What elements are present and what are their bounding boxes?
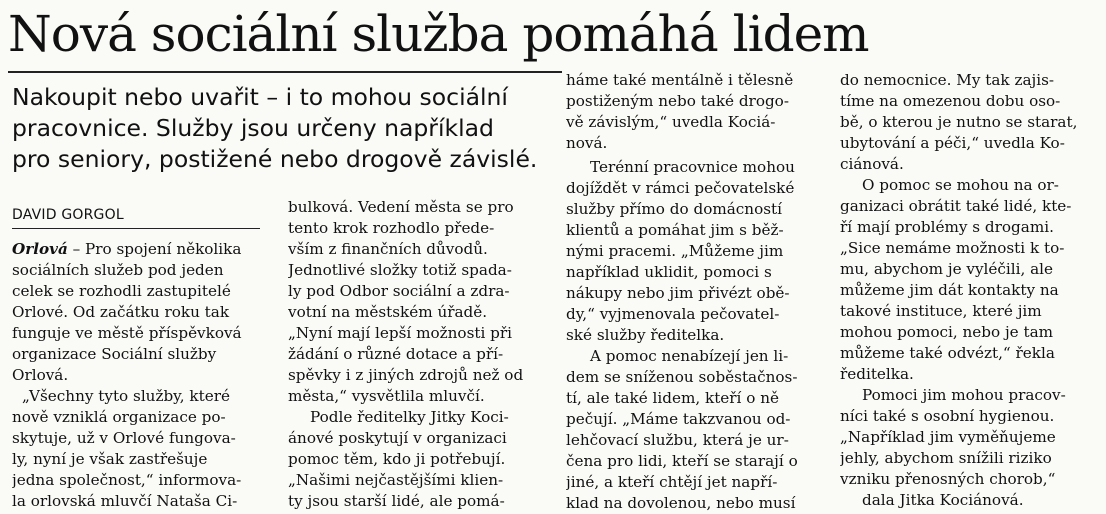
byline-rule <box>12 228 260 229</box>
text-line: „Všechny tyto služby, které <box>22 387 230 405</box>
text-line: ředitelka. <box>840 365 914 383</box>
text-line: vším z finančních důvodů. <box>288 240 488 258</box>
text-line: „Našimi nejčastějšími klien- <box>288 471 504 489</box>
text-line: „Například jim vyměňujeme <box>840 428 1056 446</box>
text-line: jehly, abychom snížili riziko <box>840 449 1052 467</box>
text-line: háme také mentálně i tělesně <box>566 71 794 89</box>
text-line: ly pod Odbor sociální a zdra- <box>288 282 510 300</box>
text-column-2 <box>288 197 550 512</box>
text-line: Orlová – Pro spojení několika <box>12 240 242 258</box>
text-line: služby přímo do domácností <box>566 200 782 218</box>
text-line: klad na dovolenou, nebo musí <box>566 494 796 512</box>
author-byline: DAVID GORGOL <box>12 207 124 223</box>
text-line: žádání o různé dotace a pří- <box>288 345 504 363</box>
text-line: ánové poskytují v organizaci <box>288 429 507 447</box>
text-line: tí, ale také lidem, kteří o ně <box>566 389 779 407</box>
text-line: skytuje, už v Orlové fungova- <box>12 429 236 447</box>
dateline: Orlová <box>12 240 68 258</box>
text-line: například uklidit, pomoci s <box>566 263 772 281</box>
text-line: jedna společnost,“ informova- <box>12 471 242 489</box>
text-line: můžeme také odvézt,“ řekla <box>840 344 1055 362</box>
text-line: pečují. „Máme takzvanou od- <box>566 410 791 428</box>
text-line: spěvky i z jiných zdrojů než od <box>288 366 524 384</box>
text-line: Terénní pracovnice mohou <box>590 158 795 176</box>
text-line: dem se sníženou soběstačnos- <box>566 368 798 386</box>
text-line: mohou pomoci, nebo je tam <box>840 323 1054 341</box>
text-line: celek se rozhodli zastupitelé <box>12 282 231 300</box>
text-line: ské služby ředitelka. <box>566 326 725 344</box>
text-line: ly, nyní je však zastřešuje <box>12 450 208 468</box>
text-line: bulková. Vedení města se pro <box>288 198 514 216</box>
text-line: ty jsou starší lidé, ale pomá- <box>288 492 505 510</box>
text-line: jiné, a kteří chtějí jet napří- <box>566 473 778 491</box>
text-line: ubytování a péči,“ uvedla Ko- <box>840 134 1065 152</box>
text-line: bě, o kterou je nutno se starat, <box>840 113 1078 131</box>
text-line: A pomoc nenabízejí jen li- <box>590 347 789 365</box>
text-line: „Sice nemáme možnosti k to- <box>840 239 1065 257</box>
text-line: Podle ředitelky Jitky Koci- <box>310 408 509 426</box>
headline-rule <box>8 71 562 73</box>
text-line: organizace Sociální služby <box>12 345 217 363</box>
article-headline: Nová sociální služba pomáhá lidem <box>8 5 869 63</box>
text-line: můžeme jim dát kontakty na <box>840 281 1059 299</box>
text-line: lehčovací službu, která je ur- <box>566 431 789 449</box>
text-line: nově vzniklá organizace po- <box>12 408 226 426</box>
text-line: O pomoc se mohou na or- <box>862 176 1059 194</box>
text-line: mu, abychom je vyléčili, ale <box>840 260 1054 278</box>
text-column-1 <box>12 239 262 512</box>
text-line: Jednotlivé složky totiž spada- <box>288 261 512 279</box>
text-line: níci také s osobní hygienou. <box>840 407 1055 425</box>
text-line: tento krok rozhodlo přede- <box>288 219 495 237</box>
text-line: dojíždět v rámci pečovatelské <box>566 179 795 197</box>
text-line: Orlové. Od začátku roku tak <box>12 303 230 321</box>
text-line: nákupy nebo jim přivézt obě- <box>566 284 790 302</box>
text-line: dala Jitka Kociánová. <box>862 491 1024 509</box>
text-line: nová. <box>566 134 608 152</box>
text-line: vě závislým,“ uvedla Kociá- <box>566 113 776 131</box>
text-line: čena pro lidi, kteří se starají o <box>566 452 798 470</box>
text-line: funguje ve městě příspěvková <box>12 324 242 342</box>
text-line: takové instituce, které jim <box>840 302 1042 320</box>
text-line: pomoc těm, kdo ji potřebují. <box>288 450 506 468</box>
text-line: tíme na omezenou dobu oso- <box>840 92 1061 110</box>
text-line: Orlová. <box>12 366 69 384</box>
text-column-3 <box>566 70 822 514</box>
text-line: města,“ vysvětlila mluvčí. <box>288 387 485 405</box>
text-line: vzniku přenosných chorob,“ <box>840 470 1056 488</box>
text-line: nými pracemi. „Můžeme jim <box>566 242 784 260</box>
text-column-4 <box>840 70 1102 511</box>
text-line: ří mají problémy s drogami. <box>840 218 1054 236</box>
lead-line: pro seniory, postižené nebo drogově závislé. <box>12 145 538 173</box>
text-line: sociálních služeb pod jeden <box>12 261 224 279</box>
text-line: votní na městském úřadě. <box>288 303 488 321</box>
text-line: postiženým nebo také drogo- <box>566 92 789 110</box>
lead-line: Nakoupit nebo uvařit – i to mohou sociální <box>12 83 508 111</box>
text-line: do nemocnice. My tak zajis- <box>840 71 1054 89</box>
lead-line: pracovnice. Služby jsou určeny například <box>12 114 494 142</box>
text-line: Pomoci jim mohou pracov- <box>862 386 1066 404</box>
text-line: ciánová. <box>840 155 904 173</box>
text-line: ganizaci obrátit také lidé, kte- <box>840 197 1072 215</box>
text-line: klientů a pomáhat jim s běž- <box>566 221 784 239</box>
text-line: dy,“ vyjmenovala pečovatel- <box>566 305 780 323</box>
article-lead <box>12 82 552 175</box>
text-line: la orlovská mluvčí Nataša Ci- <box>12 492 238 510</box>
text-line: „Nyní mají lepší možnosti při <box>288 324 512 342</box>
